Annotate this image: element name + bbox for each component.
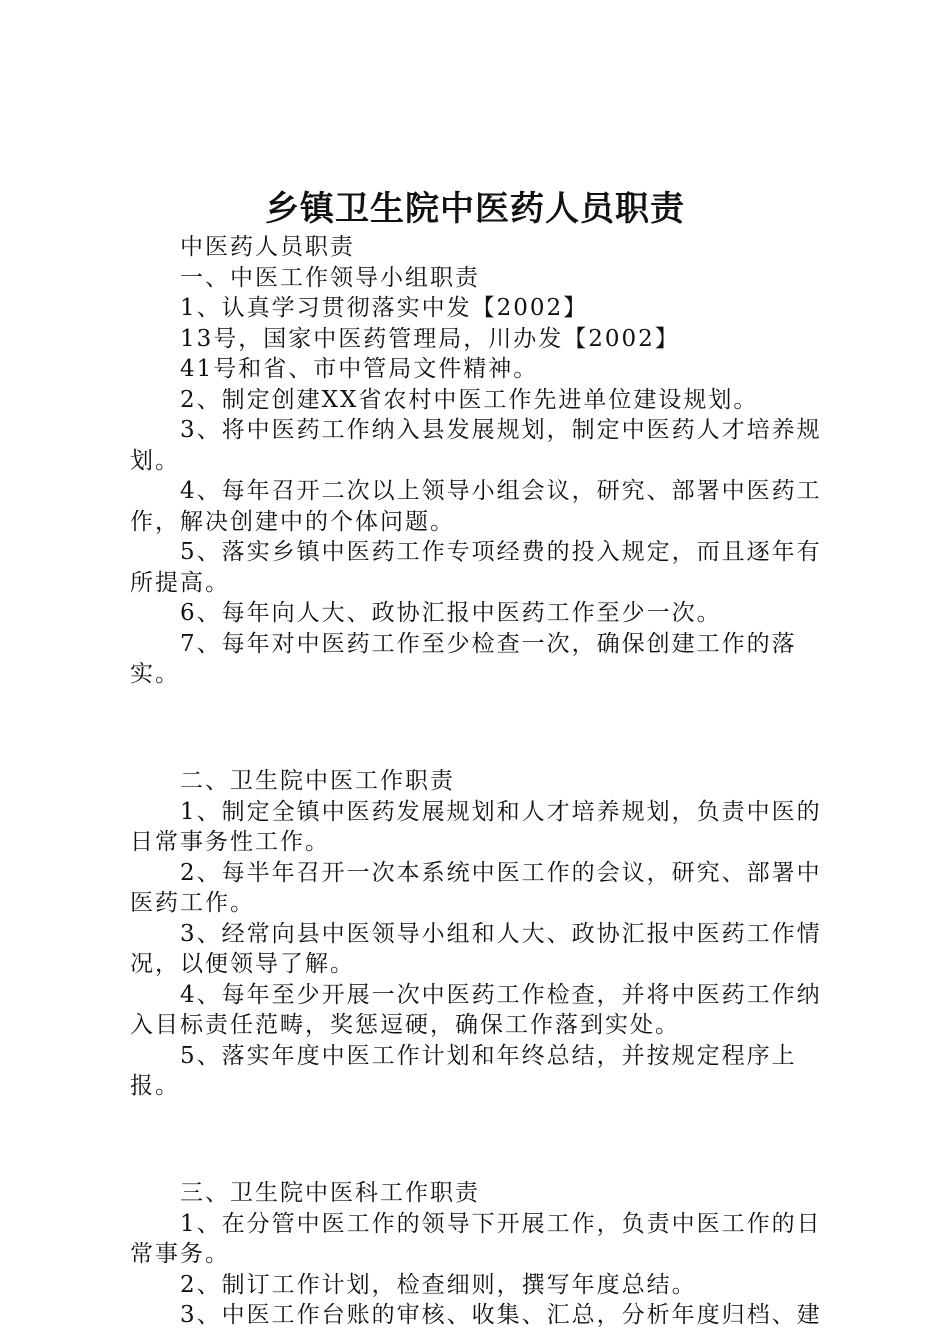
paragraph: 5、落实乡镇中医药工作专项经费的投入规定，而且逐年有所提高。	[130, 539, 822, 596]
paragraph: 1、在分管中医工作的领导下开展工作，负责中医工作的日常事务。	[130, 1210, 822, 1267]
paragraph: 三、卫生院中医科工作职责	[180, 1180, 480, 1206]
paragraph: 2、每半年召开一次本系统中医工作的会议，研究、部署中医药工作。	[130, 859, 822, 916]
paragraph: 4、每年召开二次以上领导小组会议，研究、部署中医药工作，解决创建中的个体问题。	[130, 478, 822, 535]
document-body	[130, 232, 840, 1331]
paragraph: 5、落实年度中医工作计划和年终总结，并按规定程序上报。	[130, 1042, 797, 1099]
paragraph: 中医药人员职责	[180, 234, 355, 260]
paragraph: 7、每年对中医药工作至少检查一次，确保创建工作的落实。	[130, 630, 797, 687]
paragraph-gap	[130, 713, 840, 744]
paragraph: 2、制订工作计划，检查细则，撰写年度总结。	[180, 1271, 697, 1298]
paragraph: 2、制定创建XX省农村中医工作先进单位建设规划。	[180, 386, 759, 413]
paragraph: 6、每年向人大、政协汇报中医药工作至少一次。	[180, 600, 722, 626]
paragraph: 3、经常向县中医领导小组和人大、政协汇报中医药工作情况，以便领导了解。	[130, 920, 822, 977]
paragraph: 二、卫生院中医工作职责	[180, 768, 455, 794]
paragraph: 41号和省、市中管局文件精神。	[180, 356, 539, 382]
paragraph: 一、中医工作领导小组职责	[180, 264, 480, 291]
paragraph: 1、认真学习贯彻落实中发【2002】	[180, 295, 589, 321]
paragraph: 13号，国家中医药管理局，川办发【2002】	[180, 325, 680, 352]
paragraph: 3、中医工作台账的审核、收集、汇总，分析年度归档、建	[180, 1302, 822, 1328]
paragraph: 4、每年至少开展一次中医药工作检查，并将中医药工作纳入目标责任范畴，奖惩逗硬，确保工作落到实处。	[130, 981, 822, 1038]
paragraph: 1、制定全镇中医药发展规划和人才培养规划，负责中医的日常事务性工作。	[130, 798, 822, 855]
paragraph: 3、将中医药工作纳入县发展规划，制定中医药人才培养规划。	[130, 417, 822, 474]
paragraph-gap	[130, 1125, 840, 1156]
document-title: 乡镇卫生院中医药人员职责	[265, 189, 685, 229]
